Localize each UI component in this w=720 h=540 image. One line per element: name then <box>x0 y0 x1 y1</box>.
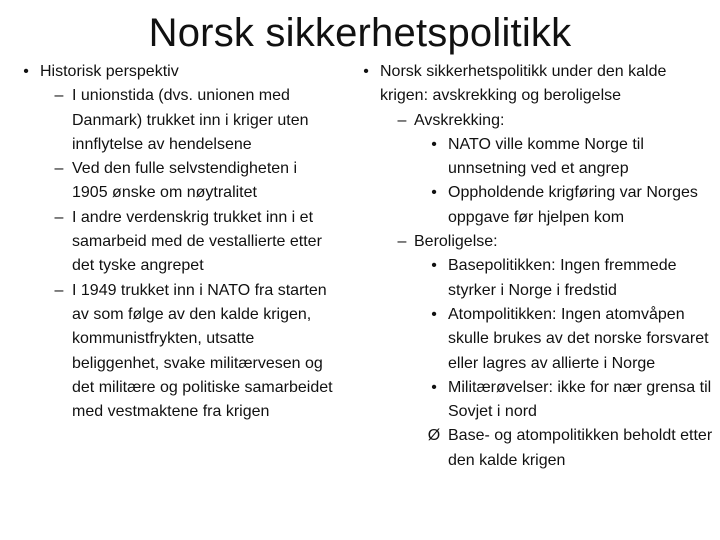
list-item <box>356 303 716 376</box>
dash-icon: – <box>54 208 64 226</box>
list-item <box>356 133 716 182</box>
list-item-text: Ved den fulle selvstendigheten i 1905 ønske om nøytralitet <box>72 160 298 202</box>
dash-icon: – <box>397 111 407 129</box>
list-item-text: Oppholdende krigføring var Norges oppgave før hjelpen kom <box>448 184 698 226</box>
list-item <box>16 279 334 425</box>
list-item-text: I 1949 trukket inn i NATO fra starten av som følge av den kalde krigen, kommunistfrykten, utsatte beliggenhet, svake militærvesen og det militære og politiske samarbeidet med vestmaktene fra krigen <box>72 281 333 421</box>
bullet-icon: • <box>363 63 369 80</box>
conclusion-item <box>356 424 716 473</box>
list-item-text: I unionstida (dvs. unionen med Danmark) trukket inn i kriger uten innflytelse av hendelsene <box>72 87 309 153</box>
list-item <box>356 181 716 230</box>
bullet-icon: • <box>431 378 437 396</box>
right-heading-bullet <box>356 60 716 109</box>
left-column <box>16 60 334 424</box>
avskrekking-label-item <box>356 109 716 133</box>
list-item-text: Militærøvelser: ikke for nær grensa til Sovjet i nord <box>448 378 712 421</box>
bullet-icon: • <box>431 184 437 202</box>
list-item-text: Atompolitikken: Ingen atomvåpen skulle brukes av det norske forsvaret eller lagres av allierte i Norge <box>448 305 709 372</box>
list-item-text: Basepolitikken: Ingen fremmede styrker i Norge i fredstid <box>448 257 677 299</box>
dash-icon: – <box>54 281 64 299</box>
list-item <box>16 157 334 206</box>
dash-icon: – <box>54 87 64 105</box>
bullet-icon: • <box>431 135 437 153</box>
arrow-icon: Ø <box>427 427 441 445</box>
dash-icon: – <box>397 233 407 251</box>
beroligelse-label-item <box>356 230 716 254</box>
bullet-icon: • <box>23 63 29 80</box>
list-item <box>16 84 334 157</box>
bullet-icon: • <box>431 305 437 323</box>
list-item-text: I andre verdenskrig trukket inn i et samarbeid med de vestallierte etter det tyske angrepet <box>72 208 322 275</box>
left-heading-bullet <box>16 60 334 84</box>
avskrekking-label: Avskrekking: <box>414 111 505 129</box>
list-item-text: NATO ville komme Norge til unnsetning ved et angrep <box>448 135 644 178</box>
list-item <box>356 376 716 425</box>
conclusion-text: Base- og atompolitikken beholdt etter den kalde krigen <box>448 427 713 469</box>
list-item <box>16 206 334 279</box>
list-item <box>356 254 716 303</box>
right-column <box>356 60 716 473</box>
dash-icon: – <box>54 160 64 178</box>
beroligelse-label: Beroligelse: <box>414 233 498 251</box>
right-heading: Norsk sikkerhetspolitikk under den kalde krigen: avskrekking og beroligelse <box>380 63 667 105</box>
left-heading: Historisk perspektiv <box>40 63 179 80</box>
slide-title: Norsk sikkerhetspolitikk <box>148 11 572 55</box>
bullet-icon: • <box>431 257 437 275</box>
